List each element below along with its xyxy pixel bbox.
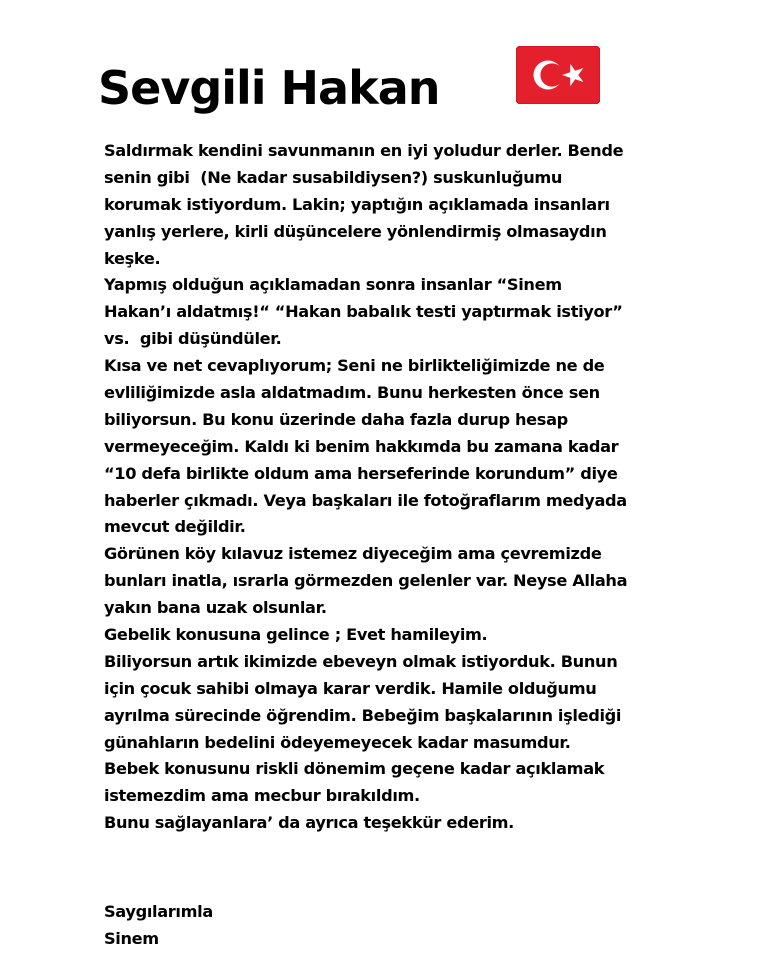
turkey-flag-icon <box>516 46 600 104</box>
letter-line: vs. gibi düşündüler. <box>104 329 282 349</box>
letter-line: yakın bana uzak olsunlar. <box>104 598 327 618</box>
letter-line: Saldırmak kendini savunmanın en iyi yoludur derler. Bende <box>104 141 624 160</box>
letter-line: senin gibi (Ne kadar susabildiysen?) suskunluğumu <box>104 167 563 187</box>
letter-line: mevcut değildir. <box>104 517 246 537</box>
letter-line: Hakan’ı aldatmış!“ “Hakan babalık testi yaptırmak istiyor” <box>104 302 623 322</box>
letter-line: Gebelik konusuna gelince ; Evet hamileyim. <box>104 625 488 645</box>
letter-line: için çocuk sahibi olmaya karar verdik. Hamile olduğumu <box>104 678 597 698</box>
letter-line: vermeyeceğim. Kaldı ki benim hakkımda bu zamana kadar <box>104 436 619 456</box>
letter-line: evliliğimizde asla aldatmadım. Bunu herkesten önce sen <box>104 383 600 403</box>
signature-text: Sinem <box>104 929 159 948</box>
letter-line: Yapmış olduğun açıklamadan sonra insanlar “Sinem <box>104 275 562 295</box>
letter-title: Sevgili Hakan <box>98 61 440 115</box>
letter-line: “10 defa birlikte oldum ama herseferinde korundum” diye <box>104 463 618 483</box>
letter-line: istemezdim ama mecbur bırakıldım. <box>104 786 420 806</box>
letter-line: biliyorsun. Bu konu üzerinde daha fazla durup hesap <box>104 409 568 429</box>
letter-signoff <box>104 898 213 952</box>
letter-line: haberler çıkmadı. Veya başkaları ile fotoğraflarım medyada <box>104 490 627 510</box>
closing-text: Saygılarımla <box>104 902 213 921</box>
letter-line: Kısa ve net cevaplıyorum; Seni ne birlikteliğimizde ne de <box>104 356 605 376</box>
letter-line: Bunu sağlayanlara’ da ayrıca teşekkür ederim. <box>104 813 514 833</box>
letter-line: keşke. <box>104 248 161 268</box>
letter-line: korumak istiyordum. Lakin; yaptığın açıklamada insanları <box>104 194 610 214</box>
letter-body <box>104 138 694 837</box>
letter-line: bunları inatla, ısrarla görmezden gelenler var. Neyse Allaha <box>104 571 628 591</box>
letter-line: Görünen köy kılavuz istemez diyeceğim ama çevremizde <box>104 544 602 564</box>
letter-line: ayrılma sürecinde öğrendim. Bebeğim başkalarının işlediği <box>104 705 622 725</box>
letter-line: Biliyorsun artık ikimizde ebeveyn olmak istiyorduk. Bunun <box>104 651 618 671</box>
letter-line: yanlış yerlere, kirli düşüncelere yönlendirmiş olmasaydın <box>104 221 607 241</box>
letter-line: günahların bedelini ödeyemeyecek kadar masumdur. <box>104 732 571 752</box>
letter-line: Bebek konusunu riskli dönemim geçene kadar açıklamak <box>104 759 605 779</box>
